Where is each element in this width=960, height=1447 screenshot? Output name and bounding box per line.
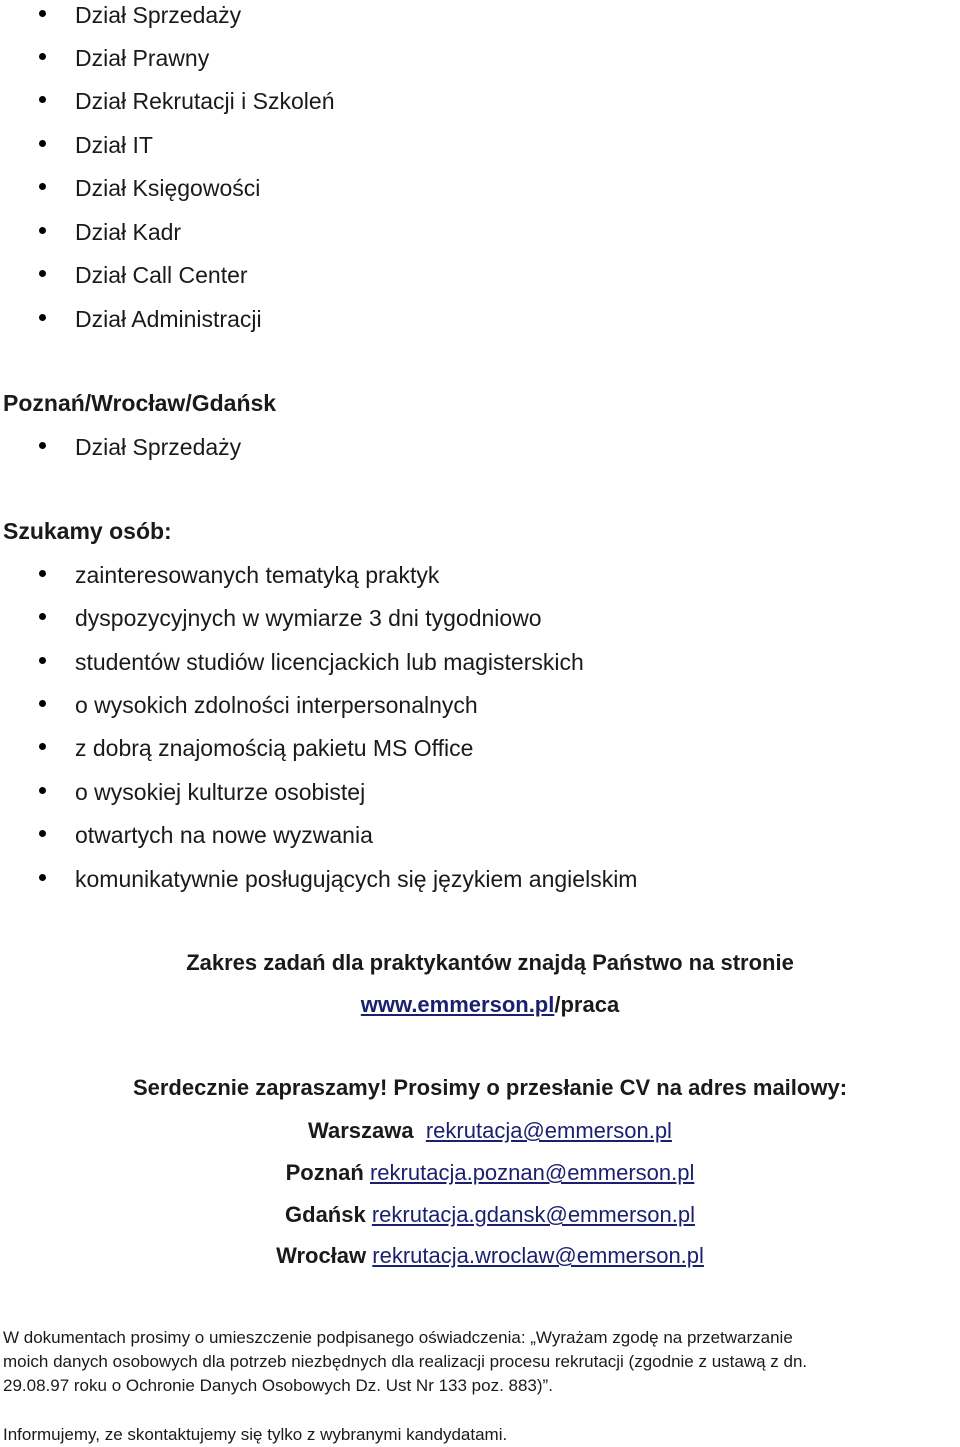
bullet-icon: [39, 442, 46, 449]
department-label: Dział Sprzedaży: [75, 2, 242, 28]
invite-text: Serdecznie zapraszamy! Prosimy o przesłanie CV na adres mailowy:: [132, 1075, 848, 1100]
scope-link-line: [10, 990, 960, 1020]
department-label: Dział Kadr: [75, 219, 182, 245]
department-label: Dział Rekrutacji i Szkoleń: [75, 88, 335, 114]
requirement-label: o wysokiej kulturze osobistej: [75, 779, 366, 805]
contact-row: [0, 1158, 960, 1188]
department-label: Dział Administracji: [75, 306, 262, 332]
bullet-icon: [39, 743, 46, 750]
contact-city: Warszawa: [308, 1118, 414, 1143]
bullet-icon: [39, 613, 46, 620]
requirement-label: z dobrą znajomością pakietu MS Office: [75, 735, 474, 761]
region-department-label: Dział Sprzedaży: [75, 434, 242, 460]
bullet-icon: [39, 314, 46, 321]
consent-line: moich danych osobowych dla potrzeb niezbędnych dla realizacji procesu rekrutacji (zgodnie z ustawą z dn.: [3, 1352, 808, 1371]
bullet-icon: [39, 10, 46, 17]
requirement-label: komunikatywnie posługujących się językiem angielskim: [75, 866, 638, 892]
bullet-icon: [39, 700, 46, 707]
contact-city: Wrocław: [276, 1243, 367, 1268]
department-label: Dział Księgowości: [75, 175, 261, 201]
bullet-icon: [39, 140, 46, 147]
department-label: Dział IT: [75, 132, 153, 158]
contact-city: Gdańsk: [285, 1202, 366, 1227]
bullet-icon: [39, 787, 46, 794]
website-link-suffix: /praca: [554, 992, 620, 1017]
contact-email-link[interactable]: rekrutacja.poznan@emmerson.pl: [369, 1160, 695, 1185]
requirement-label: dyspozycyjnych w wymiarze 3 dni tygodniowo: [75, 605, 542, 631]
bullet-icon: [39, 874, 46, 881]
contact-row: [0, 1116, 960, 1146]
bullet-icon: [39, 183, 46, 190]
region-title: Poznań/Wrocław/Gdańsk: [3, 390, 277, 416]
bullet-icon: [39, 227, 46, 234]
notice-text: Informujemy, ze skontaktujemy się tylko z wybranymi kandydatami.: [3, 1425, 508, 1444]
seeking-title: Szukamy osób:: [3, 518, 172, 544]
bullet-icon: [39, 270, 46, 277]
contact-email-link[interactable]: rekrutacja.gdansk@emmerson.pl: [371, 1202, 695, 1227]
department-label: Dział Prawny: [75, 45, 210, 71]
contact-row: [0, 1200, 960, 1230]
requirement-label: otwartych na nowe wyzwania: [75, 822, 373, 848]
requirement-label: studentów studiów licencjackich lub magisterskich: [75, 649, 584, 675]
contact-email-link[interactable]: rekrutacja.wroclaw@emmerson.pl: [372, 1243, 704, 1268]
bullet-icon: [39, 570, 46, 577]
consent-line: 29.08.97 roku o Ochronie Danych Osobowych Dz. Ust Nr 133 poz. 883)”.: [3, 1376, 553, 1395]
requirement-label: zainteresowanych tematyką praktyk: [75, 562, 440, 588]
contact-city: Poznań: [285, 1160, 364, 1185]
website-link[interactable]: www.emmerson.pl: [360, 992, 555, 1017]
contact-email-link[interactable]: rekrutacja@emmerson.pl: [425, 1118, 672, 1143]
bullet-icon: [39, 53, 46, 60]
scope-line: Zakres zadań dla praktykantów znajdą Państwo na stronie: [186, 950, 794, 975]
requirement-label: o wysokich zdolności interpersonalnych: [75, 692, 478, 718]
contact-row: [0, 1241, 960, 1271]
bullet-icon: [39, 96, 46, 103]
department-label: Dział Call Center: [75, 262, 248, 288]
bullet-icon: [39, 830, 46, 837]
bullet-icon: [39, 657, 46, 664]
consent-line: W dokumentach prosimy o umieszczenie podpisanego oświadczenia: „Wyrażam zgodę na przetwarzanie: [3, 1328, 793, 1347]
